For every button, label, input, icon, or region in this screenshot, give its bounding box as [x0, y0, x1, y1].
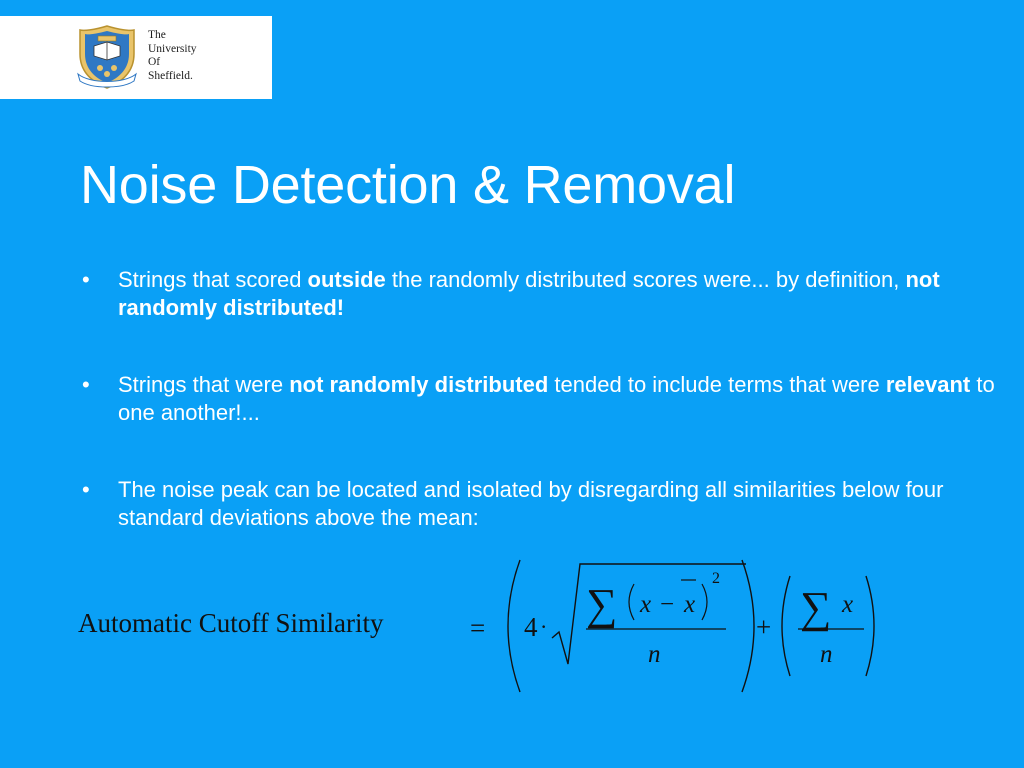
- bullet-text: to one another!...: [118, 372, 995, 425]
- second-left-paren: [782, 576, 790, 676]
- logo-line-4: Sheffield.: [148, 69, 193, 82]
- bullet-bold: relevant: [885, 372, 971, 397]
- bullet-bold: not randomly distributed: [289, 372, 549, 397]
- second-right-paren: [866, 576, 874, 676]
- bullet-icon: •: [82, 477, 90, 502]
- formula-equals: =: [470, 613, 486, 643]
- inner-left-paren: [629, 584, 634, 620]
- formula-squared: 2: [712, 570, 720, 587]
- bullet-text: Strings that were: [118, 372, 290, 397]
- logo-line-2: University: [148, 42, 197, 55]
- cutoff-formula: [78, 556, 898, 696]
- formula-n: n: [648, 641, 661, 668]
- university-crest-icon: [76, 24, 138, 90]
- bullet-bold: outside: [307, 267, 386, 292]
- logo-line-3: Of: [148, 56, 161, 68]
- bullet-list: [80, 266, 1000, 581]
- inner-right-paren: [702, 584, 707, 620]
- formula-plus: +: [756, 612, 772, 642]
- bullet-text: the randomly distributed scores were... by definition,: [385, 267, 906, 292]
- formula-x-2: x: [842, 591, 854, 618]
- formula-x: x: [640, 591, 652, 618]
- bullet-item-2: [80, 371, 1000, 427]
- logo-line-1: The: [148, 29, 166, 41]
- university-logo: [0, 16, 272, 99]
- bullet-icon: •: [82, 267, 90, 292]
- formula-sigma-2: ∑: [800, 583, 832, 632]
- left-outer-paren: [508, 560, 520, 692]
- bullet-icon: •: [82, 372, 90, 397]
- formula-four: 4: [524, 612, 538, 642]
- bullet-item-3: [80, 476, 1000, 532]
- formula-dot: ·: [540, 614, 548, 639]
- university-name: [148, 29, 197, 83]
- formula-x-bar: x: [684, 591, 696, 618]
- formula-graphic: [78, 556, 898, 696]
- formula-label: Automatic Cutoff Similarity: [78, 608, 384, 638]
- formula-sigma: ∑: [586, 580, 618, 629]
- formula-n-2: n: [820, 641, 833, 668]
- bullet-item-1: [80, 266, 1000, 322]
- bullet-text: Strings that scored: [118, 267, 308, 292]
- formula-minus: −: [660, 591, 675, 618]
- slide-title: Noise Detection & Removal: [80, 155, 736, 215]
- bullet-text: tended to include terms that were: [548, 372, 886, 397]
- bullet-text: The noise peak can be located and isolated by disregarding all similarities below four standard deviations above the mean:: [118, 477, 944, 530]
- bullet-bold: not randomly distributed!: [118, 267, 940, 320]
- right-outer-paren: [742, 560, 754, 692]
